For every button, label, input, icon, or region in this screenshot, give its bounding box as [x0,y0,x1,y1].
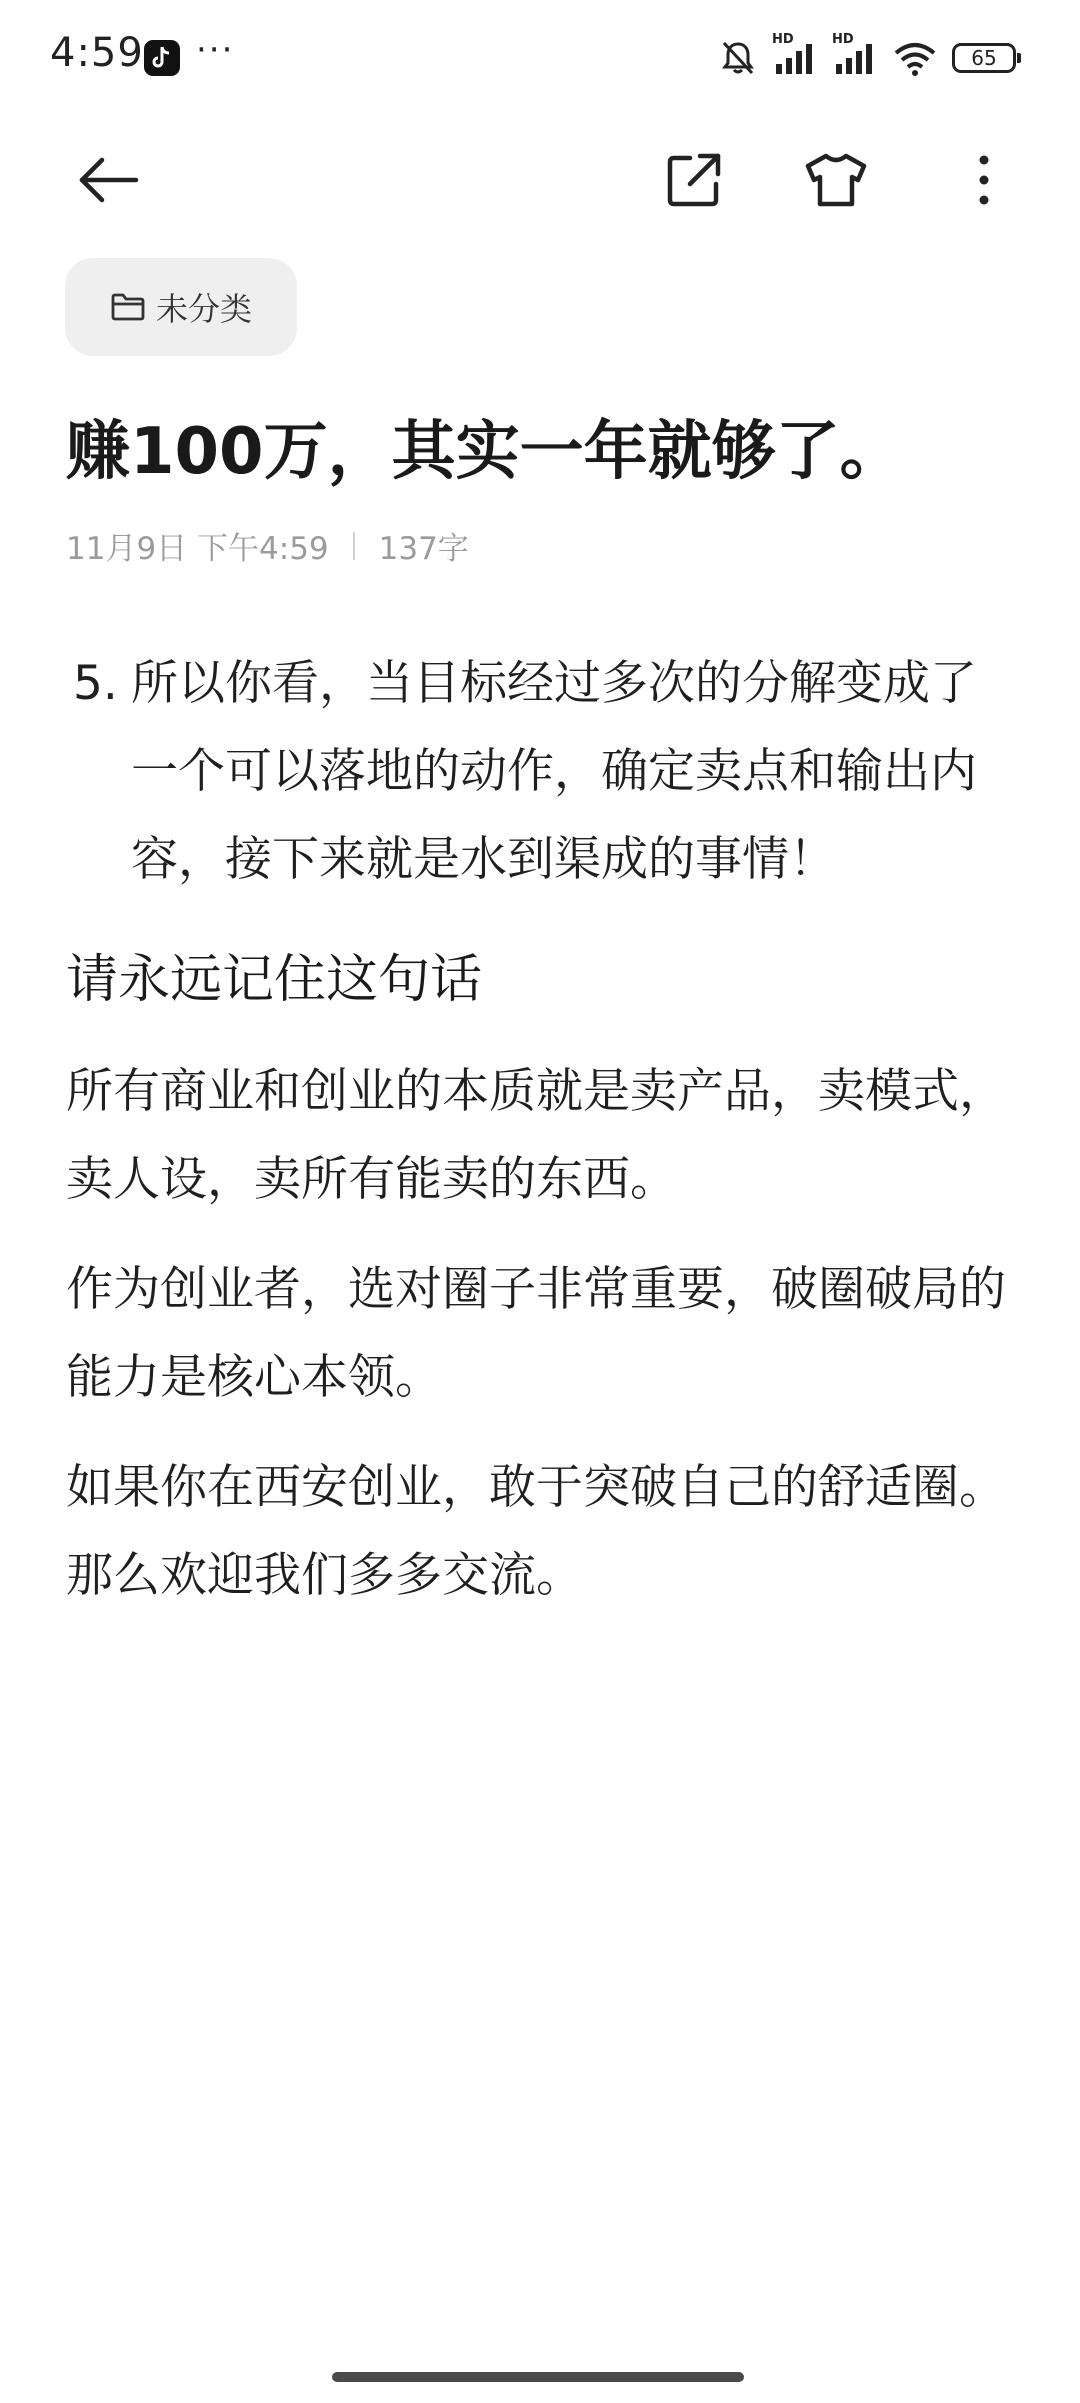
status-bar [0,0,1080,118]
meta-divider [353,532,355,560]
home-indicator[interactable] [332,2372,744,2382]
back-arrow-icon [76,148,140,212]
share-icon [664,150,724,210]
signal-icon [772,32,818,78]
list-item-text: 所以你看，当目标经过多次的分解变成了一个可以落地的动作，确定卖点和输出内容，接下来就是水到渠成的事情！ [131,656,977,887]
system-icons [718,32,1016,80]
tiktok-icon [144,40,180,76]
battery-icon: 65 [952,43,1016,73]
share-button[interactable] [658,144,730,216]
mute-bell-icon [718,38,758,78]
more-vertical-icon [972,150,996,210]
list-number: 5. [73,656,118,711]
wifi-icon [892,38,938,78]
folder-icon [110,291,146,323]
signal-icon [832,32,878,78]
hd-badge: HD [772,32,794,47]
status-time: 4:59 [50,30,144,76]
category-chip[interactable] [65,258,297,356]
back-button[interactable] [72,144,144,216]
hd-badge: HD [832,32,854,47]
note-date: 11月9日 下午4:59 [66,531,329,567]
note-body[interactable] [66,640,1016,1620]
word-count: 137字 [378,531,469,567]
category-label: 未分类 [155,290,252,328]
paragraph: 作为创业者，选对圈子非常重要，破圈破局的能力是核心本领。 [66,1262,1006,1405]
numbered-list-item [66,640,1016,904]
note-title[interactable]: 赚100万，其实一年就够了。 [66,415,904,489]
paragraph: 如果你在西安创业，敢于突破自己的舒适圈。那么欢迎我们多多交流。 [66,1460,1006,1603]
section-heading: 请永远记住这句话 [66,950,483,1010]
paragraph: 所有商业和创业的本质就是卖产品，卖模式，卖人设，卖所有能卖的东西。 [66,1064,1006,1207]
notification-more-icon: ··· [196,30,235,70]
theme-shirt-icon [804,150,868,210]
note-meta [66,523,469,568]
more-options-button[interactable] [948,144,1020,216]
theme-button[interactable] [800,144,872,216]
